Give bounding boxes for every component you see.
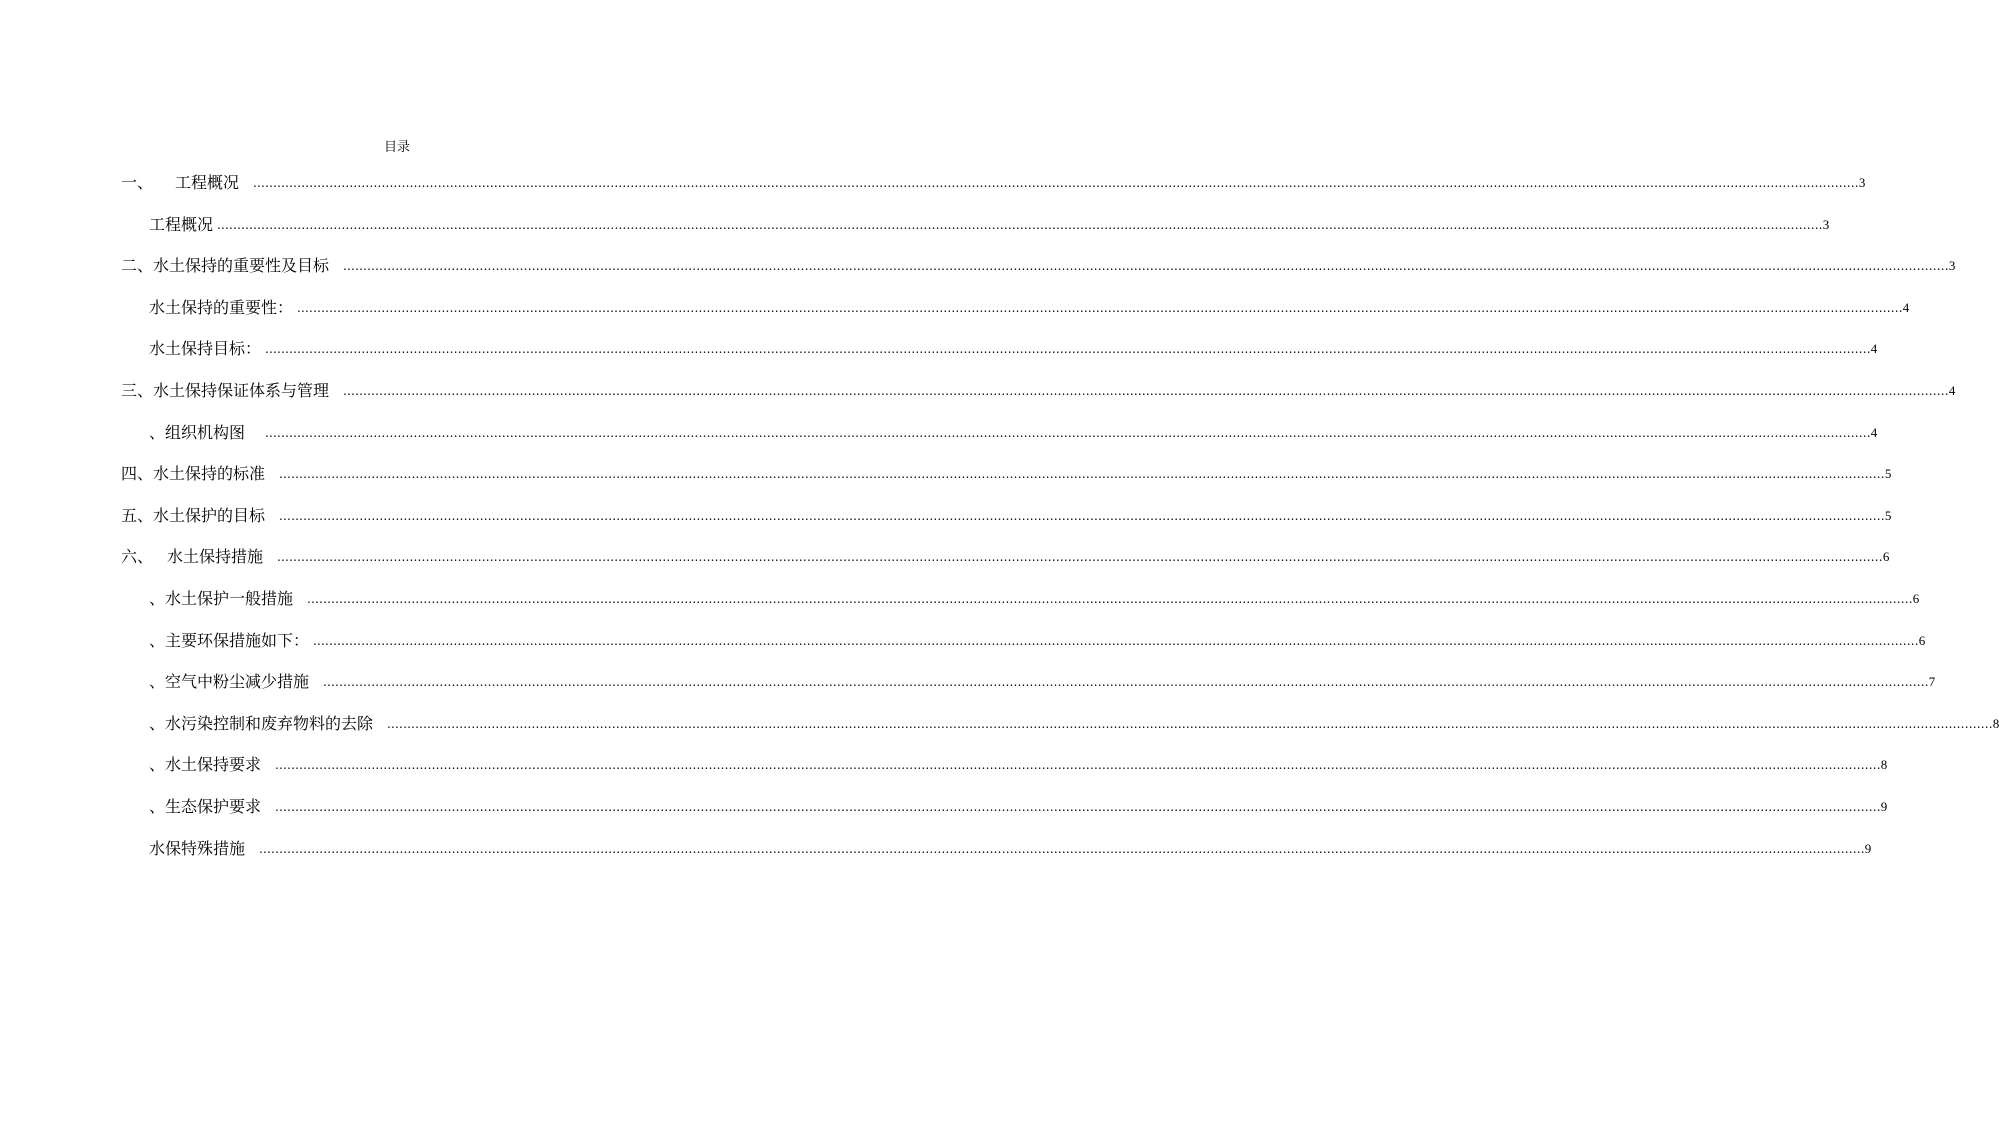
toc-dot-leader: ................................................................................................................................................................................................................................................................................................................................................................................................................: [277, 550, 1883, 565]
toc-entry-label: 、生态保护要求: [149, 797, 262, 816]
toc-entry-text: [149, 796, 261, 818]
toc-entry[interactable]: [149, 418, 1878, 444]
toc-entry-text: [149, 630, 309, 652]
toc-entry-label: 水保特殊措施: [149, 838, 246, 858]
toc-entry-number: 三、: [121, 381, 154, 400]
toc-page-number: 4: [1948, 383, 1956, 398]
toc-page-number: 6: [1918, 632, 1926, 648]
toc-entry[interactable]: [149, 667, 1936, 693]
toc-page-number: 6: [1882, 549, 1890, 565]
toc-entry-label: 水土保持措施: [167, 547, 264, 567]
toc-entry[interactable]: [149, 834, 1872, 860]
toc-entry-number: 四、: [121, 464, 154, 484]
toc-entry-label: 、空气中粉尘减少措施: [149, 672, 310, 692]
toc-page-number: 9: [1880, 799, 1888, 814]
toc-dot-leader: ................................................................................................................................................................................................................................................................................................................................................................................................................: [343, 259, 1949, 274]
toc-page-number: 8: [1992, 715, 1999, 731]
toc-dot-leader: ................................................................................................................................................................................................................................................................................................................................................................................................................: [387, 716, 1993, 731]
toc-entry[interactable]: [121, 376, 1956, 402]
toc-page-number: 8: [1880, 757, 1888, 773]
toc-entry-number: 五、: [121, 505, 154, 525]
toc-entry-number: 二、: [121, 256, 154, 276]
toc-dot-leader: ................................................................................................................................................................................................................................................................................................................................................................................................................: [259, 841, 1865, 856]
toc-entry-label: 水土保持的重要性及目标: [153, 256, 330, 276]
toc-entry[interactable]: [121, 459, 1892, 485]
toc-dot-leader: ................................................................................................................................................................................................................................................................................................................................................................................................................: [265, 342, 1871, 357]
toc-entry-text: [149, 588, 293, 610]
toc-entry-text: [149, 297, 293, 319]
toc-entry-text: [149, 671, 309, 693]
toc-page-number: 4: [1870, 341, 1878, 357]
toc-page-number: 3: [1858, 175, 1866, 190]
toc-entry-text: [121, 380, 329, 402]
toc-dot-leader: ................................................................................................................................................................................................................................................................................................................................................................................................................: [275, 800, 1881, 814]
toc-entry-label: 水土保持的重要性：: [149, 297, 294, 317]
toc-page-number: 5: [1884, 466, 1892, 482]
toc-dot-leader: ................................................................................................................................................................................................................................................................................................................................................................................................................: [313, 633, 1919, 648]
toc-entry[interactable]: [149, 210, 1830, 236]
toc-entry-label: 、水土保护一般措施: [149, 589, 294, 608]
toc-entry-label: 水土保持目标：: [149, 339, 262, 359]
toc-entry-number: 六、: [121, 547, 154, 567]
toc-entry[interactable]: [149, 792, 1888, 818]
toc-entry-label: 水土保持保证体系与管理: [153, 381, 330, 400]
toc-page-number: 3: [1822, 216, 1830, 232]
toc-title: 目录: [383, 140, 410, 155]
toc-dot-leader: ................................................................................................................................................................................................................................................................................................................................................................................................................: [275, 758, 1881, 773]
toc-entry[interactable]: [149, 626, 1926, 652]
toc-entry[interactable]: [121, 251, 1956, 277]
toc-entry-label: 工程概况: [175, 173, 240, 192]
toc-entry-text: [149, 422, 245, 444]
toc-entry-text: [149, 214, 213, 236]
toc-entry[interactable]: [149, 584, 1920, 610]
toc-entry-label: 、主要环保措施如下：: [149, 630, 310, 650]
toc-entry[interactable]: [121, 501, 1892, 527]
toc-dot-leader: ................................................................................................................................................................................................................................................................................................................................................................................................................: [279, 508, 1885, 523]
toc-dot-leader: ................................................................................................................................................................................................................................................................................................................................................................................................................: [279, 467, 1885, 482]
toc-entry-text: [149, 338, 261, 360]
toc-dot-leader: ................................................................................................................................................................................................................................................................................................................................................................................................................: [307, 592, 1913, 606]
toc-entry-number: 一、: [121, 173, 154, 192]
toc-entry-label: 、组织机构图: [149, 422, 246, 442]
toc-entry-text: [121, 255, 329, 277]
toc-dot-leader: ................................................................................................................................................................................................................................................................................................................................................................................................................: [323, 675, 1929, 690]
toc-entry-label: 、水污染控制和废弃物料的去除: [149, 713, 374, 733]
toc-page-number: 5: [1884, 507, 1892, 523]
toc-entry-text: [121, 546, 263, 568]
toc-entry-text: [121, 463, 265, 485]
toc-entry[interactable]: [149, 334, 1878, 360]
toc-page-number: 4: [1902, 299, 1910, 315]
toc-entry-label: 水土保护的目标: [153, 505, 266, 525]
toc-page-number: 3: [1948, 258, 1956, 274]
toc-entry[interactable]: [121, 542, 1890, 568]
toc-dot-leader: ................................................................................................................................................................................................................................................................................................................................................................................................................: [343, 384, 1949, 398]
toc-entry-text: [149, 838, 245, 860]
toc-entry[interactable]: [149, 709, 1999, 735]
toc-dot-leader: ................................................................................................................................................................................................................................................................................................................................................................................................................: [253, 176, 1859, 190]
toc-page-number: 4: [1870, 424, 1878, 440]
toc-entry-text: [121, 172, 239, 194]
toc-entry-text: [149, 713, 373, 735]
toc-entry-label: 工程概况: [149, 214, 214, 234]
toc-page-number: 9: [1864, 840, 1872, 856]
toc-entry-label: 、水土保持要求: [149, 755, 262, 775]
toc-entry[interactable]: [149, 293, 1910, 319]
toc-entry-text: [121, 505, 265, 527]
toc-page-number: 7: [1928, 674, 1936, 690]
toc-dot-leader: ................................................................................................................................................................................................................................................................................................................................................................................................................: [297, 300, 1903, 315]
toc-page-number: 6: [1912, 591, 1920, 606]
toc-entry[interactable]: [121, 168, 1866, 194]
toc-entry[interactable]: [149, 750, 1888, 776]
toc-dot-leader: ................................................................................................................................................................................................................................................................................................................................................................................................................: [265, 425, 1871, 440]
toc-dot-leader: ................................................................................................................................................................................................................................................................................................................................................................................................................: [217, 217, 1823, 232]
toc-entry-label: 水土保持的标准: [153, 464, 266, 484]
toc-entry-text: [149, 754, 261, 776]
